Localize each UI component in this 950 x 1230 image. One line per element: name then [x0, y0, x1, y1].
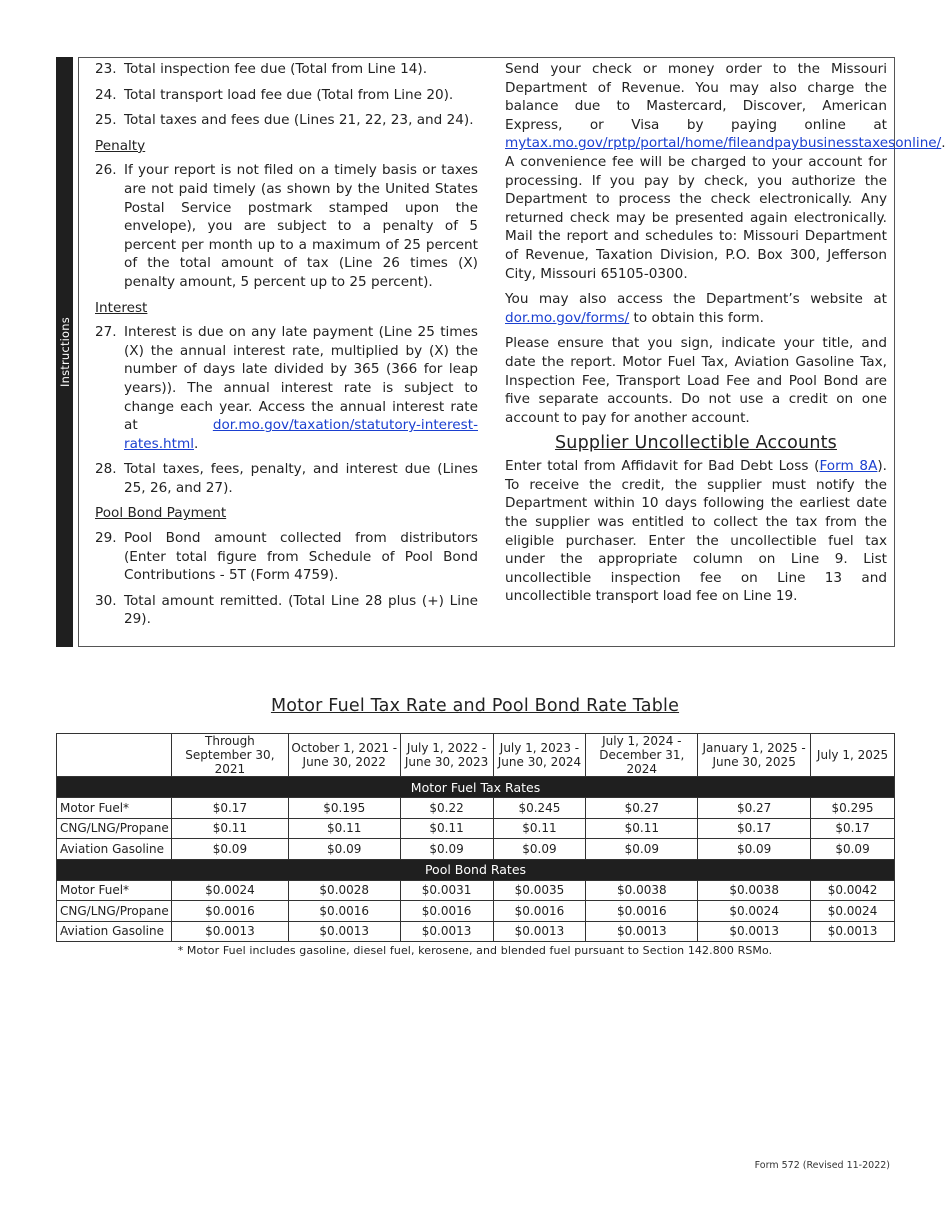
rate-cell: $0.27: [698, 798, 811, 819]
row-label: Aviation Gasoline: [57, 921, 172, 942]
rate-cell: $0.09: [698, 839, 811, 860]
rate-cell: $0.09: [586, 839, 698, 860]
line-number: 27.: [95, 324, 117, 341]
col-header-line: July 1, 2022 -: [406, 741, 487, 755]
left-column: [95, 60, 478, 636]
rate-cell: $0.0016: [493, 901, 586, 922]
rate-cell: $0.0013: [493, 921, 586, 942]
rate-cell: $0.0028: [288, 880, 400, 901]
rate-cell: $0.09: [400, 839, 493, 860]
table-row: [57, 901, 895, 922]
paragraph-text: . A convenience fee will be charged to your account for processing. If you pay by check, you authorize the Department to process the check electronically. Any returned check may be presented again electronically. Mail the report and schedules to: Missouri Department of Revenue, Taxation Division, P.O. Box 300, Jefferson City, Missouri 65105-0300.: [505, 135, 946, 282]
rate-cell: $0.17: [811, 818, 895, 839]
rate-cell: $0.0016: [400, 901, 493, 922]
sign-paragraph: Please ensure that you sign, indicate your title, and date the report. Motor Fuel Tax, Aviation Gasoline Tax, Inspection Fee, Transport Load Fee and Pool Bond are five separate accounts. Do not use a credit on one account to pay for another account.: [505, 335, 887, 426]
line-text-end: .: [193, 435, 199, 452]
pool-bond-heading: Pool Bond Payment: [95, 505, 227, 522]
rate-cell: $0.09: [493, 839, 586, 860]
rate-cell: $0.11: [400, 818, 493, 839]
penalty-heading: Penalty: [95, 137, 146, 154]
row-label: Aviation Gasoline: [57, 839, 172, 860]
table-row: [57, 880, 895, 901]
mytax-link[interactable]: mytax.mo.gov/rptp/portal/home/fileandpaybusinesstaxesonline/: [505, 135, 942, 152]
tax-rates-band: [57, 777, 895, 798]
line-27: [95, 323, 478, 453]
forms-link[interactable]: dor.mo.gov/forms/: [505, 309, 630, 326]
rate-cell: $0.295: [811, 798, 895, 819]
rate-cell: $0.0024: [171, 880, 288, 901]
line-28: [95, 460, 478, 497]
line-text: Interest is due on any late payment (Line 25 times (X) the annual interest rate, multiplied by (X) the number of days late divided by 365 (366 for leap years)). The annual interest rate is subject to change each year. Access the annual interest rate at: [124, 324, 478, 434]
line-text: Total taxes and fees due (Lines 21, 22, 23, and 24).: [124, 112, 474, 129]
line-text: Total inspection fee due (Total from Line 14).: [124, 61, 428, 77]
col-header-line: June 30, 2022: [302, 755, 386, 769]
table-row: [57, 839, 895, 860]
interest-rates-link[interactable]: dor.mo.gov/taxation/statutory-interest-rates.html: [124, 417, 478, 452]
paragraph-text: Enter total from Affidavit for Bad Debt Loss (: [505, 458, 820, 475]
rate-cell: $0.0013: [586, 921, 698, 942]
band-label: Motor Fuel Tax Rates: [57, 777, 895, 798]
line-23: [95, 60, 478, 79]
rate-cell: $0.0013: [698, 921, 811, 942]
rate-cell: $0.0038: [698, 880, 811, 901]
rate-cell: $0.17: [171, 798, 288, 819]
form-number: Form 572 (Revised 11-2022): [754, 1160, 890, 1171]
rate-cell: $0.0013: [811, 921, 895, 942]
line-number: 25.: [95, 112, 117, 129]
rate-cell: $0.22: [400, 798, 493, 819]
rate-cell: $0.0024: [698, 901, 811, 922]
website-paragraph: [505, 290, 887, 327]
col-header: [288, 734, 400, 777]
rate-table-title: Motor Fuel Tax Rate and Pool Bond Rate Table: [270, 696, 680, 716]
rate-cell: $0.11: [171, 818, 288, 839]
col-header: [586, 734, 698, 777]
table-row: [57, 798, 895, 819]
col-header-line: June 30, 2024: [497, 755, 582, 769]
col-header-line: July 1, 2023 -: [499, 741, 580, 755]
rate-cell: $0.0042: [811, 880, 895, 901]
rate-cell: $0.09: [171, 839, 288, 860]
rate-cell: $0.0031: [400, 880, 493, 901]
col-header-line: September 30, 2021: [185, 748, 275, 776]
rate-cell: $0.27: [586, 798, 698, 819]
line-text: Total transport load fee due (Total from Line 20).: [124, 86, 454, 103]
col-header-line: July 1, 2025: [816, 748, 889, 762]
line-30: [95, 592, 478, 629]
col-header-line: October 1, 2021 -: [291, 741, 398, 755]
rate-cell: $0.0013: [288, 921, 400, 942]
rate-cell: $0.0016: [171, 901, 288, 922]
header-corner: [57, 734, 172, 777]
col-header: [400, 734, 493, 777]
line-number: 30.: [95, 592, 117, 609]
rate-cell: $0.0035: [493, 880, 586, 901]
line-24: [95, 86, 478, 105]
rate-cell: $0.11: [288, 818, 400, 839]
col-header: [698, 734, 811, 777]
line-number: 24.: [95, 86, 117, 103]
right-column: [505, 60, 946, 613]
pool-bond-band: [57, 859, 895, 880]
table-row: [57, 818, 895, 839]
line-26: [95, 161, 478, 291]
col-header-line: July 1, 2024 -: [602, 734, 682, 748]
line-number: 28.: [95, 461, 117, 478]
rate-cell: $0.0016: [288, 901, 400, 922]
table-row: [57, 921, 895, 942]
line-number: 26.: [95, 162, 117, 179]
supplier-uncollectible-heading: Supplier Uncollectible Accounts: [554, 433, 837, 454]
line-number: 29.: [95, 530, 117, 547]
table-footnote: * Motor Fuel includes gasoline, diesel fuel, kerosene, and blended fuel pursuant to Section 142.800 RSMo.: [177, 944, 773, 957]
band-label: Pool Bond Rates: [57, 859, 895, 880]
rate-cell: $0.0013: [400, 921, 493, 942]
instructions-side-tab: [56, 57, 73, 647]
interest-heading: Interest: [95, 299, 148, 316]
line-text: If your report is not filed on a timely basis or taxes are not paid timely (as shown by the United States Postal Service postmark stamped upon the envelope), you are subject to a penalty of 5 percent per month up to a maximum of 25 percent of the total amount of tax (Line 26 times (X) penalty amount, 5 percent up to 25 percent).: [124, 162, 478, 290]
line-text: Pool Bond amount collected from distributors (Enter total figure from Schedule of Pool Bond Contributions - 5T (Form 4759).: [124, 530, 478, 584]
rate-cell: $0.0024: [811, 901, 895, 922]
row-label: Motor Fuel*: [57, 880, 172, 901]
paragraph-text: You may also access the Department’s website at: [505, 291, 887, 308]
paragraph-text: ). To receive the credit, the supplier must notify the Department within 10 days following the earliest date the supplier was entitled to collect the tax from the eligible purchaser. Enter the uncollectible fuel tax under the appropriate column on Line 9. List uncollectible inspection fee on Line 13 and uncollectible transport load fee on Line 19.: [505, 458, 887, 605]
form-8a-link[interactable]: Form 8A: [819, 458, 878, 475]
line-text: Total taxes, fees, penalty, and interest due (Lines 25, 26, and 27).: [124, 461, 478, 496]
rate-cell: $0.195: [288, 798, 400, 819]
bad-debt-paragraph: [505, 457, 887, 606]
paragraph-text: Send your check or money order to the Missouri Department of Revenue. You may also charge the balance due to Mastercard, Discover, American Express, or Visa by paying online at: [505, 61, 887, 133]
row-label: CNG/LNG/Propane: [57, 818, 172, 839]
instructions-label: Instructions: [57, 317, 72, 387]
col-header-line: Through: [205, 734, 255, 748]
line-text: Total amount remitted. (Total Line 28 plus (+) Line 29).: [124, 592, 478, 628]
col-header: [811, 734, 895, 777]
rate-cell: $0.17: [698, 818, 811, 839]
col-header: [171, 734, 288, 777]
col-header-line: June 30, 2023: [404, 755, 489, 769]
rate-cell: $0.09: [811, 839, 895, 860]
rate-cell: $0.11: [493, 818, 586, 839]
col-header-line: June 30, 2025: [712, 755, 796, 769]
payment-paragraph: [505, 60, 946, 283]
rate-table: [56, 733, 895, 942]
row-label: Motor Fuel*: [57, 798, 172, 819]
line-number: 23.: [95, 61, 117, 77]
col-header-line: January 1, 2025 -: [702, 741, 806, 755]
rate-cell: $0.0038: [586, 880, 698, 901]
line-29: [95, 529, 478, 585]
rate-cell: $0.0013: [171, 921, 288, 942]
rate-cell: $0.11: [586, 818, 698, 839]
rate-cell: $0.245: [493, 798, 586, 819]
col-header-line: December 31, 2024: [599, 748, 685, 776]
paragraph-text: to obtain this form.: [629, 309, 764, 326]
header-row: [57, 734, 895, 777]
row-label: CNG/LNG/Propane: [57, 901, 172, 922]
instructions-box: [78, 57, 946, 647]
line-25: [95, 111, 478, 130]
col-header: [493, 734, 586, 777]
rate-cell: $0.0016: [586, 901, 698, 922]
rate-cell: $0.09: [288, 839, 400, 860]
